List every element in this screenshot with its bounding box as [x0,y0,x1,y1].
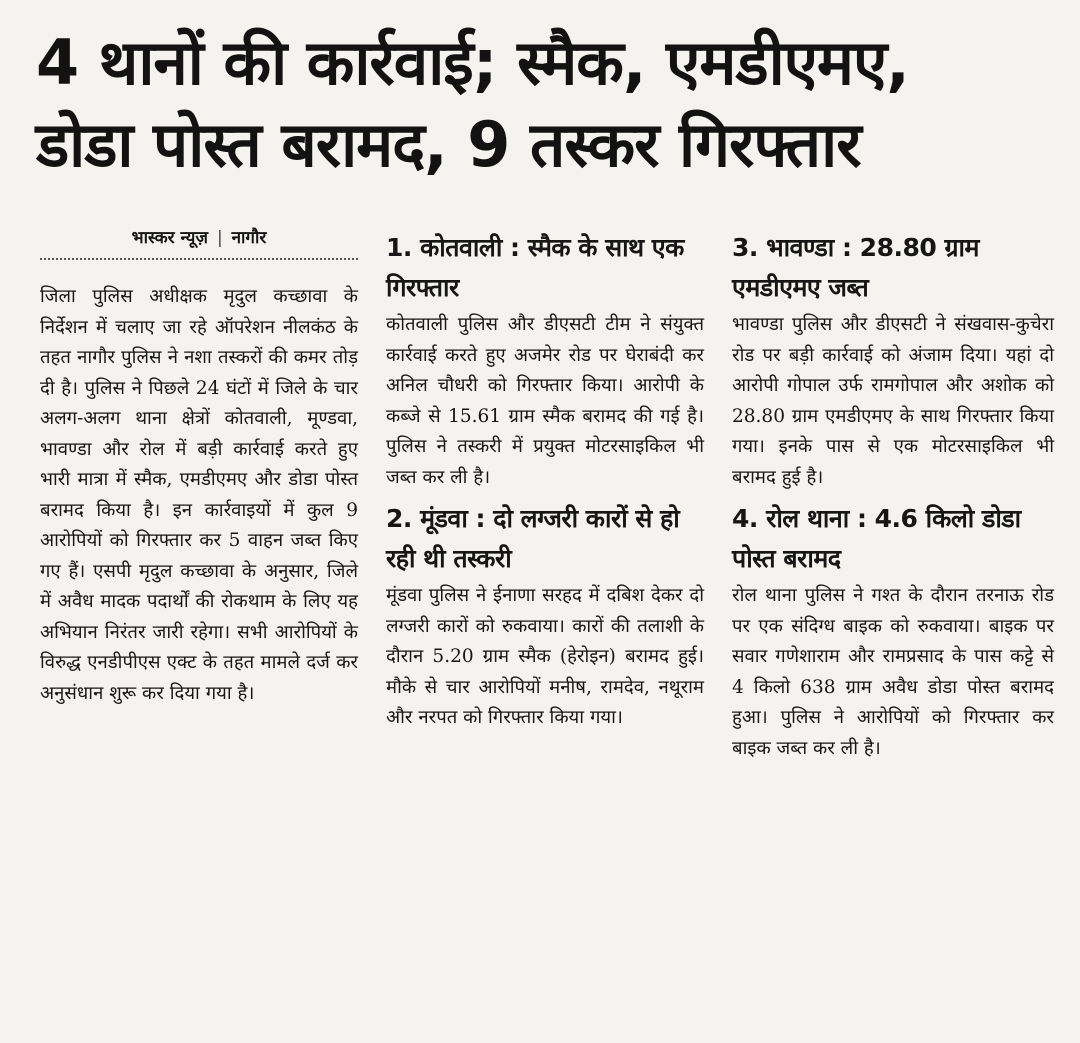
column-right [732,228,1054,764]
byline-city: नागौर [231,228,267,248]
byline-separator: | [216,228,223,248]
column-middle [386,228,704,734]
section-kotwali-title: 1. कोतवाली : स्मैक के साथ एक गिरफ्तार [386,233,684,302]
section-mundwa-title: 2. मूंडवा : दो लग्जरी कारों से हो रही थी तस्करी [386,504,680,573]
headline [36,22,1066,186]
byline-source: भास्कर न्यूज़ [131,228,209,248]
intro-paragraph: जिला पुलिस अधीक्षक मृदुल कच्छावा के निर्देशन में चलाए जा रहे ऑपरेशन नीलकंठ के तहत नागौर पुलिस ने नशा तस्करों की कमर तोड़ दी है। पुलिस ने पिछले 24 घंटों में जिले के चार अलग-अलग थाना क्षेत्रों कोतवाली, मूण्डवा, भावण्डा और रोल में बड़ी कार्रवाई करते हुए भारी मात्रा में स्मैक, एमडीएमए और डोडा पोस्त बरामद किया है। इन कार्रवाइयों में कुल 9 आरोपियों को गिरफ्तार कर 5 वाहन जब्त किए गए हैं। एसपी मृदुल कच्छावा के अनुसार, जिले में अवैध मादक पदार्थों की रोकथाम के लिए यह अभियान निरंतर जारी रहेगा। सभी आरोपियों के विरुद्ध एनडीपीएस एक्ट के तहत मामले दर्ज कर अनुसंधान शुरू कर दिया गया है। [40,286,358,704]
section-rol-title: 4. रोल थाना : 4.6 किलो डोडा पोस्त बरामद [732,504,1021,573]
column-intro [40,225,358,709]
headline-line-1: 4 थानों की कार्रवाई; स्मैक, एमडीएमए, [36,26,909,99]
section-rol-text: रोल थाना पुलिस ने गश्त के दौरान तरनाऊ रोड पर एक संदिग्ध बाइक को रुकवाया। बाइक पर सवार गणेशाराम और रामप्रसाद के पास कट्टे से 4 किलो 638 ग्राम अवैध डोडा पोस्त बरामद हुआ। पुलिस ने आरोपियों को गिरफ्तार कर बाइक जब्त कर ली है। [732,585,1054,759]
byline [40,225,358,260]
section-mundwa-text: मूंडवा पुलिस ने ईनाणा सरहद में दबिश देकर दो लग्जरी कारों को रुकवाया। कारों की तलाशी के दौरान 5.20 ग्राम स्मैक (हेरोइन) बरामद हुई। मौके से चार आरोपियों मनीष, रामदेव, नथूराम और नरपत को गिरफ्तार किया गया। [386,585,704,728]
section-bhawanda-title: 3. भावण्डा : 28.80 ग्राम एमडीएमए जब्त [732,233,979,302]
headline-line-2: डोडा पोस्त बरामद, 9 तस्कर गिरफ्तार [36,108,861,181]
section-bhawanda-text: भावण्डा पुलिस और डीएसटी ने संखवास-कुचेरा रोड पर बड़ी कार्रवाई को अंजाम दिया। यहां दो आरोपी गोपाल उर्फ रामगोपाल और अशोक को 28.80 ग्राम एमडीएमए के साथ गिरफ्तार किया गया। इनके पास से एक मोटरसाइकिल भी बरामद हुई है। [732,314,1054,488]
section-kotwali-text: कोतवाली पुलिस और डीएसटी टीम ने संयुक्त कार्रवाई करते हुए अजमेर रोड पर घेराबंदी कर अनिल चौधरी को गिरफ्तार किया। आरोपी के कब्जे से 15.61 ग्राम स्मैक बरामद की गई है। पुलिस ने तस्करी में प्रयुक्त मोटरसाइकिल भी जब्त कर ली है। [386,314,704,488]
